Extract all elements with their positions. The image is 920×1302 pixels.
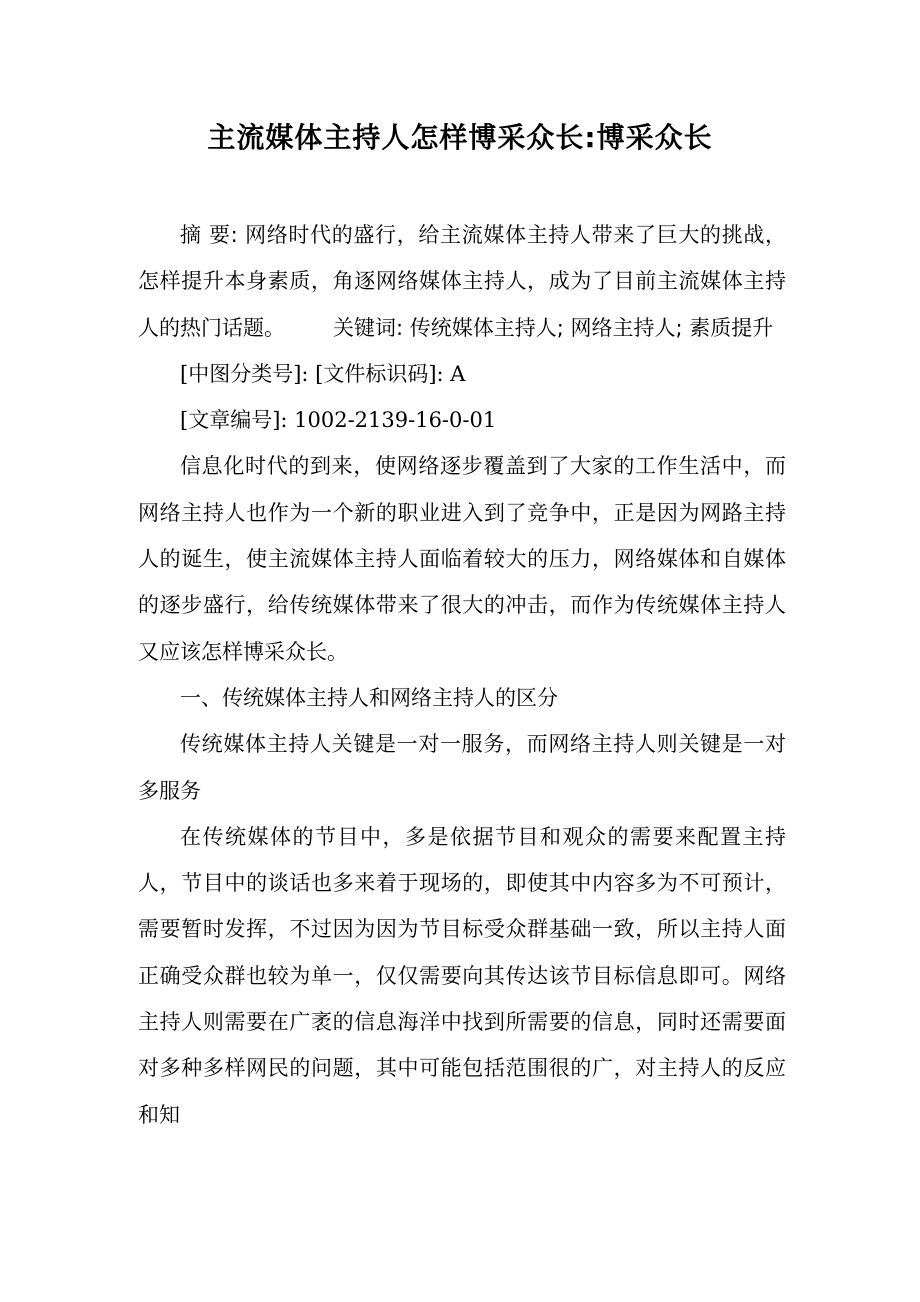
paragraph-3: 在传统媒体的节目中，多是依据节目和观众的需要来配置主持人，节目中的谈话也多来着于现场的，即使其中内容多为不可预计，需要暂时发挥，不过因为因为节目标受众群基础一致，所以主持人面正确受众群也较为单一，仅仅需要向其传达该节目标信息即可。网络主持人则需要在广袤的信息海洋中找到所需要的信息，同时还需要面对多种多样网民的问题，其中可能包括范围很的广，对主持人的反应和知 xyxy=(138,824,786,1127)
classification-line: [中图分类号]: [文件标识码]: A xyxy=(180,361,466,386)
paragraph-2: 传统媒体主持人关键是一对一服务，而网络主持人则关键是一对多服务 xyxy=(138,732,786,803)
document-body xyxy=(138,212,786,1138)
document-title: 主流媒体主持人怎样博采众长:博采众长 xyxy=(207,121,713,154)
abstract-paragraph xyxy=(138,212,786,351)
paragraph-1: 信息化时代的到来，使网络逐步覆盖到了大家的工作生活中，而网络主持人也作为一个新的职业进入到了竞争中，正是因为网路主持人的诞生，使主流媒体主持人面临着较大的压力，网络媒体和自媒体的逐步盛行，给传统媒体带来了很大的冲击，而作为传统媒体主持人又应该怎样博采众长。 xyxy=(138,454,786,664)
abstract-text: 摘 要: 网络时代的盛行，给主流媒体主持人带来了巨大的挑战，怎样提升本身素质，角逐网络媒体主持人，成为了目前主流媒体主持人的热门话题。 xyxy=(138,223,786,340)
article-number-line: [文章编号]: 1002-2139-16-0-01 xyxy=(180,408,497,433)
keywords-text: 关键词: 传统媒体主持人; 网络主持人; 素质提升 xyxy=(333,315,774,340)
section-heading-1: 一、传统媒体主持人和网络主持人的区分 xyxy=(180,685,558,710)
